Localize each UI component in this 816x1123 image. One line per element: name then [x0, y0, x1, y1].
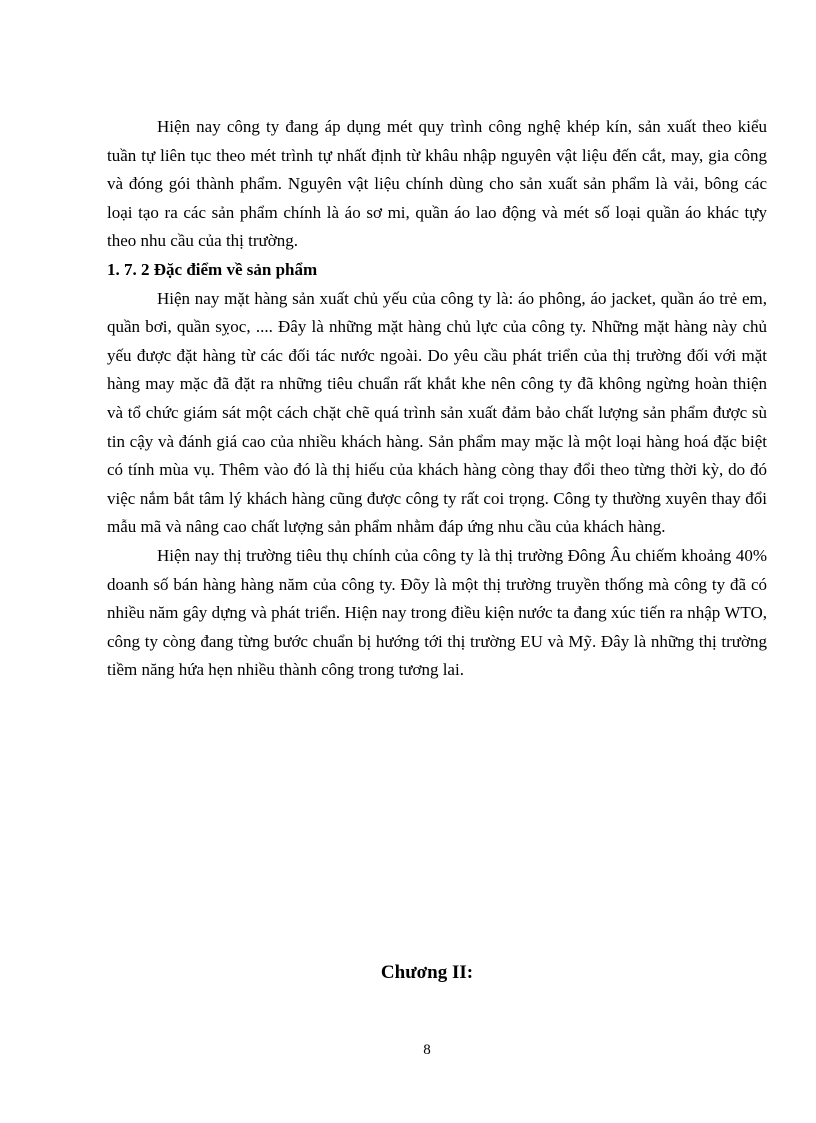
section-heading: 1. 7. 2 Đặc điểm về sản phẩm	[107, 259, 318, 279]
page-number: 8	[423, 1042, 431, 1058]
paragraph-markets: Hiện nay thị trường tiêu thụ chính của công ty là thị trường Đông Âu chiếm khoảng 40% doanh số bán hàng hàng năm của công ty. Đõy là một thị trường truyền thống mà công ty đã có nhiều năm gây dựng và phát triển. Hiện nay trong điều kiện nước ta đang xúc tiến ra nhập WTO, công ty còng đang từng bước chuẩn bị hướng tới thị trường EU và Mỹ. Đây là những thị trường tiềm năng hứa hẹn nhiều thành công trong tương lai.	[107, 545, 767, 680]
body-text	[107, 113, 767, 685]
paragraph-products: Hiện nay mặt hàng sản xuất chủ yếu của công ty là: áo phông, áo jacket, quần áo trẻ em, quần bơi, quần sỵoc, .... Đây là những mặt hàng chủ lực của công ty. Những mặt hàng này chủ yếu được đặt hàng từ các đối tác nước ngoài. Do yêu cầu phát triển của thị trường đối với mặt hàng may mặc đã đặt ra những tiêu chuẩn rất khắt khe nên công ty đã không ngừng hoàn thiện và tổ chức giám sát một cách chặt chẽ quá trình sản xuất đảm bảo chất lượng sản phẩm được sù tin cậy và đánh giá cao của nhiều khách hàng. Sản phẩm may mặc là một loại hàng hoá đặc biệt có tính mùa vụ. Thêm vào đó là thị hiếu của khách hàng còng thay đổi theo từng thời kỳ, do đó việc nắm bắt tâm lý khách hàng cũng được công ty rất coi trọng. Công ty thường xuyên thay đổi mẫu mã và nâng cao chất lượng sản phẩm nhằm đáp ứng nhu cầu của khách hàng.	[107, 288, 767, 537]
paragraph-production-process: Hiện nay công ty đang áp dụng mét quy trình công nghệ khép kín, sản xuất theo kiểu tuần tự liên tục theo mét trình tự nhất định từ khâu nhập nguyên vật liệu đến cắt, may, gia công và đóng gói thành phẩm. Nguyên vật liệu chính dùng cho sản xuất sản phẩm là vải, bông các loại tạo ra các sản phẩm chính là áo sơ mi, quần áo lao động và mét số loại quần áo khác tựy theo nhu cầu của thị trường.	[107, 117, 767, 251]
chapter-title: Chương II:	[380, 962, 474, 983]
